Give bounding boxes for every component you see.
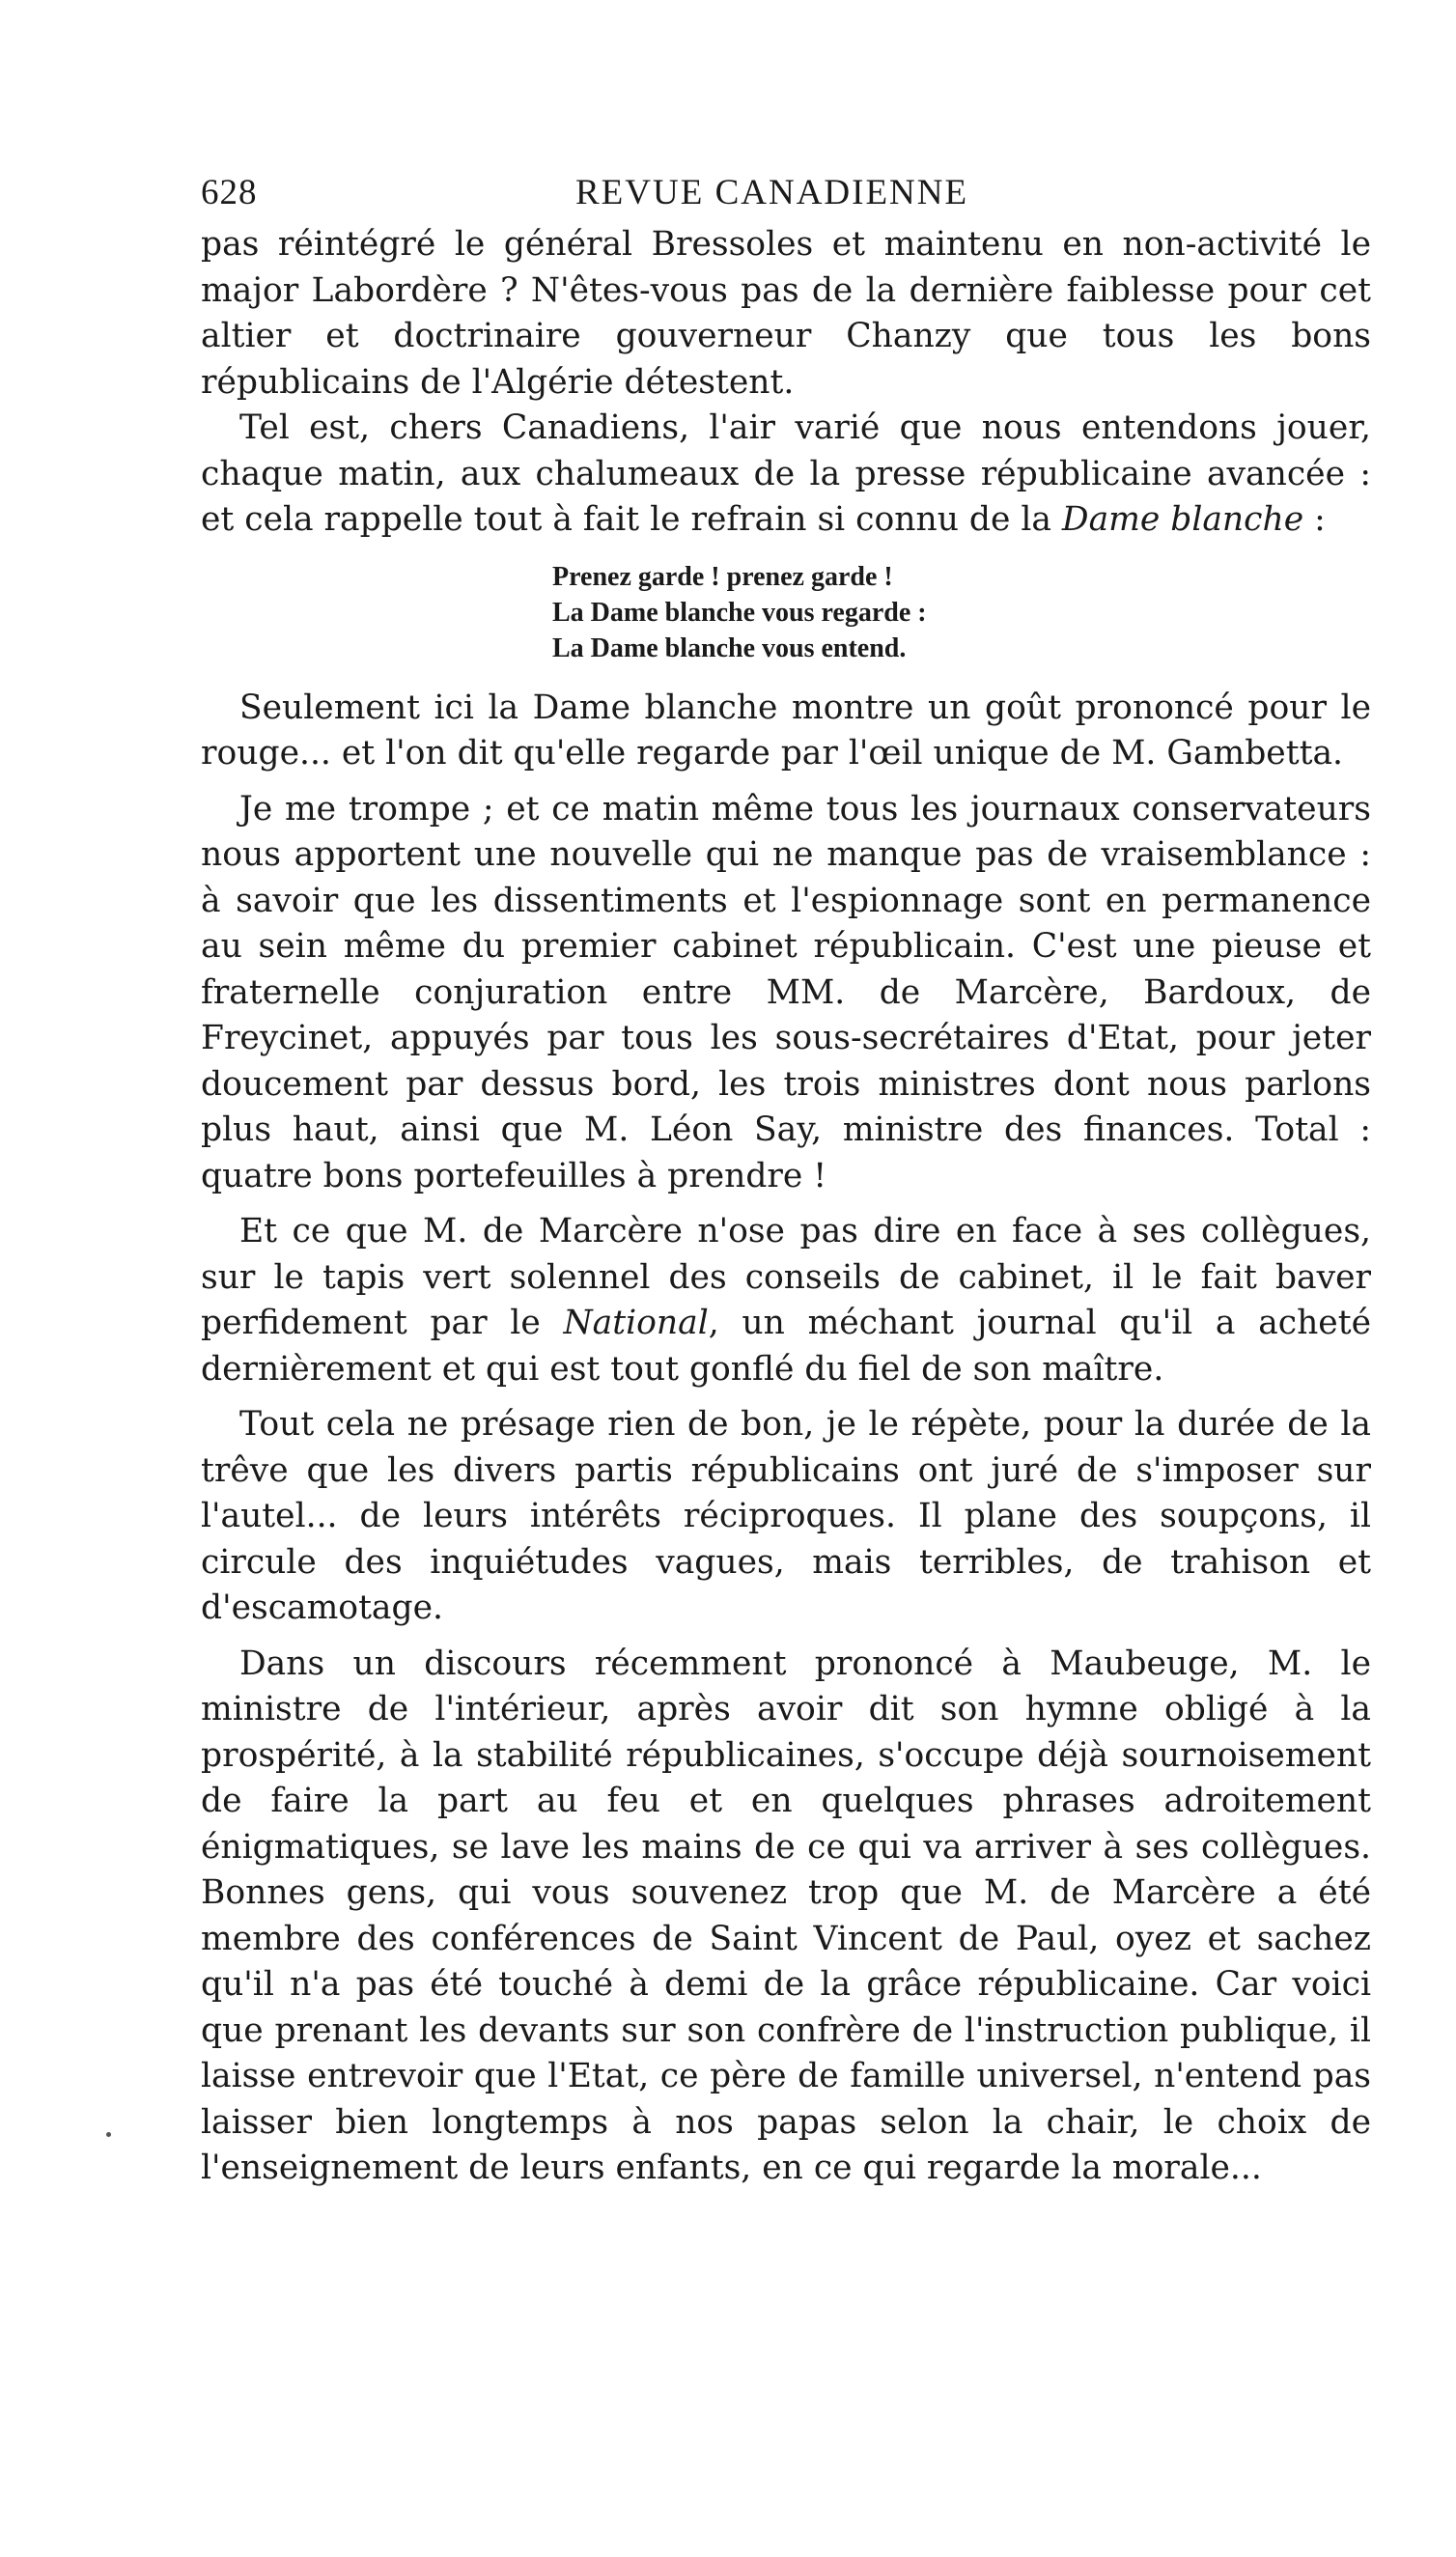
- verse-line: La Dame blanche vous regarde :: [552, 597, 927, 628]
- paragraph-continued: pas réintégré le général Bressoles et maintenu en non-activité le major Labordère ? N'êtes-vous pas de la dernière faiblesse pour cet altier et doctrinaire gouverneur Chanzy que tous les bons républicains de l'Algérie détestent.: [201, 225, 1371, 402]
- running-head: [201, 164, 1371, 222]
- paragraph-text: :: [1303, 500, 1326, 539]
- paragraph: Tout cela ne présage rien de bon, je le répète, pour la durée de la trêve que les divers partis républicains ont juré de s'imposer sur l'autel... de leurs intérêts réciproques. Il plane des soupçons, il circule des inquiétudes vagues, mais terribles, de trahison et d'escamotage.: [201, 1405, 1371, 1627]
- verse-line: Prenez garde ! prenez garde !: [552, 561, 893, 592]
- page-number: 628: [201, 173, 258, 212]
- body-text: [201, 222, 1371, 2192]
- verse-quote: [552, 559, 1371, 666]
- paragraph: [201, 1209, 1371, 1392]
- margin-speck: [106, 2132, 111, 2137]
- journal-title: REVUE CANADIENNE: [575, 173, 969, 212]
- paragraph: Seulement ici la Dame blanche montre un goût prononcé pour le rouge... et l'on dit qu'elle regarde par l'œil unique de M. Gambetta.: [201, 688, 1371, 773]
- verse-line: La Dame blanche vous entend.: [552, 632, 907, 663]
- paragraph-text: Et ce que M. de Marcère n'ose pas dire en face à ses collègues, sur le tapis vert solennel des conseils de cabinet, il le fait baver perfidement par le: [201, 1212, 1371, 1342]
- paragraph: Dans un discours récemment prononcé à Maubeuge, M. le ministre de l'intérieur, après avoir dit son hymne obligé à la prospérité, à la stabilité républicaines, s'occupe déjà sournoisement de faire la part au feu et en quelques phrases adroitement énigmatiques, se lave les mains de ce qui va arriver à ses collègues. Bonnes gens, qui vous souvenez trop que M. de Marcère a été membre des conférences de Saint Vincent de Paul, oyez et sachez qu'il n'a pas été touché à demi de la grâce républicaine. Car voici que prenant les devants sur son confrère de l'instruction publique, il laisse entrevoir que l'Etat, ce père de famille universel, n'entend pas laisser bien longtemps à nos papas selon la chair, le choix de l'enseignement de leurs enfants, en ce qui regarde la morale...: [201, 1644, 1371, 2187]
- italic-title: Dame blanche: [1061, 500, 1304, 539]
- paragraph-dame-blanche-intro: [201, 406, 1371, 544]
- paragraph-text: , un méchant journal qu'il a acheté dernièrement et qui est tout gonflé du fiel de son maître.: [201, 1304, 1372, 1389]
- paragraph-text: Tel est, chers Canadiens, l'air varié que nous entendons jouer, chaque matin, aux chalumeaux de la presse républicaine avancée : et cela rappelle tout à fait le refrain si connu de la: [201, 408, 1371, 539]
- paragraph: Je me trompe ; et ce matin même tous les journaux conservateurs nous apportent une nouvelle qui ne manque pas de vraisemblance : à savoir que les dissentiments et l'espionnage sont en permanence au sein même du premier cabinet républicain. C'est une pieuse et fraternelle conjuration entre MM. de Marcère, Bardoux, de Freycinet, appuyés par tous les sous-secrétaires d'Etat, pour jeter doucement par dessus bord, les trois ministres dont nous parlons plus haut, ainsi que M. Léon Say, ministre des finances. Total : quatre bons portefeuilles à prendre !: [201, 789, 1371, 1195]
- italic-title: National: [563, 1304, 709, 1342]
- book-page: [201, 164, 1371, 2192]
